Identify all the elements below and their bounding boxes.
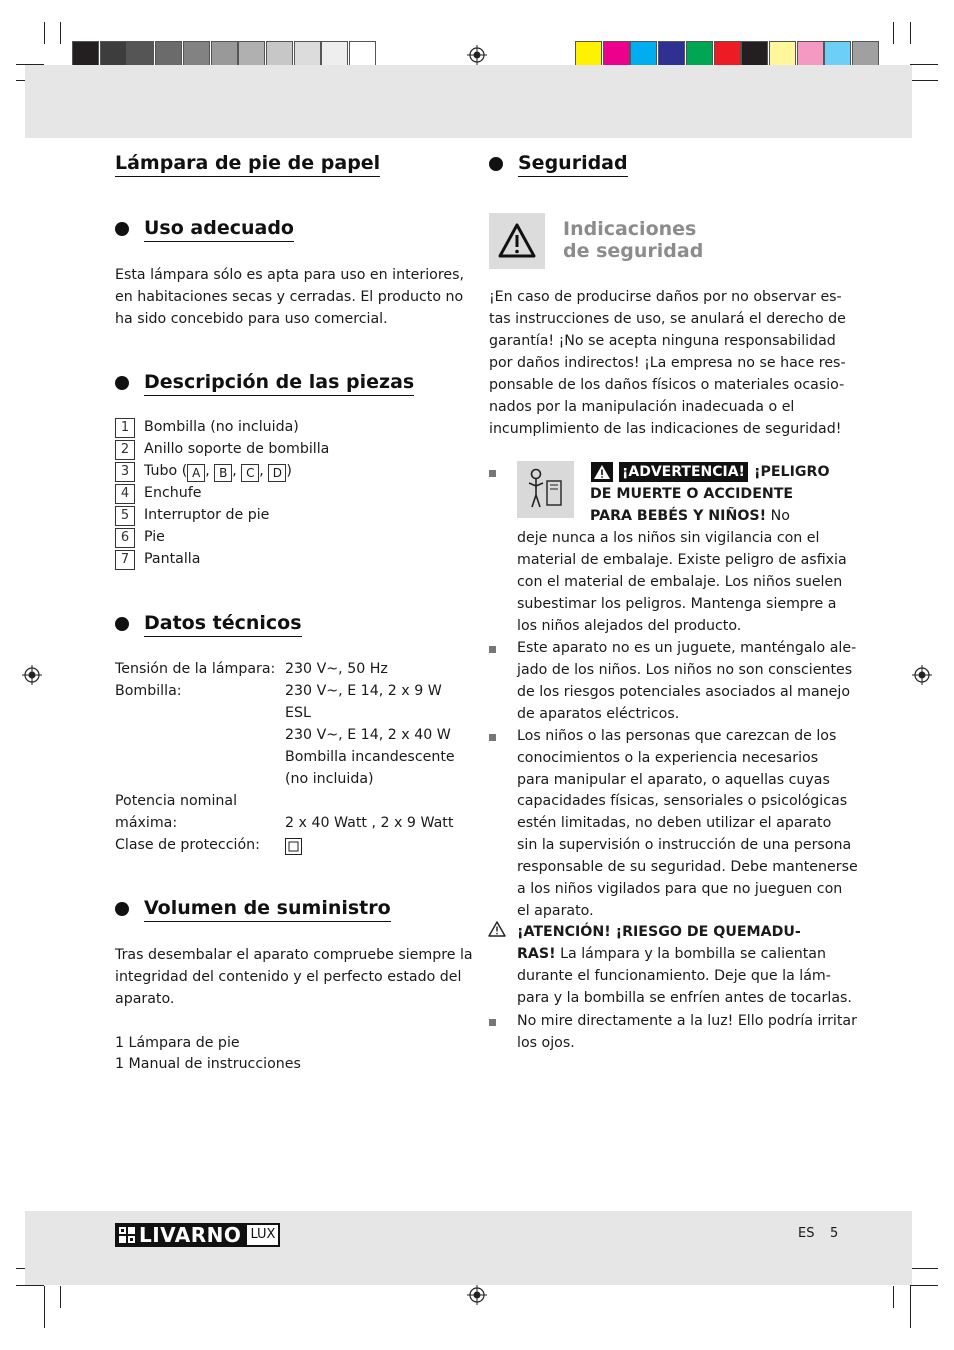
page-title: Lámpara de pie de papel	[115, 152, 380, 177]
warning-line: subestimar los peligros. Mantenga siempre a	[517, 596, 837, 612]
uso-line: en habitaciones secas y cerradas. El producto no	[115, 289, 464, 305]
part-letter-box: D	[268, 464, 286, 482]
crop-mark	[44, 22, 45, 44]
advertencia-badge: ¡ADVERTENCIA!	[619, 462, 748, 482]
crop-mark	[910, 80, 938, 81]
tech-label: Potencia nominal	[115, 793, 238, 809]
atencion-line: durante el funcionamiento. Deje que la lám-	[517, 968, 831, 984]
volumen-line: Tras desembalar el aparato compruebe siempre la	[115, 947, 473, 963]
bullet-line: el aparato.	[517, 903, 594, 919]
part-label: Pie	[144, 529, 165, 545]
bullet-line: conocimientos o la experiencia necesarios	[517, 750, 819, 766]
warning-heading: DE MUERTE O ACCIDENTE	[590, 486, 794, 502]
part-letter-box: C	[241, 464, 259, 482]
crop-mark	[910, 64, 938, 65]
tech-value: (no incluida)	[285, 771, 374, 787]
uso-line: ha sido concebido para uso comercial.	[115, 311, 388, 327]
part-label: Interruptor de pie	[144, 507, 270, 523]
warning-small-icon	[591, 462, 613, 482]
crop-mark	[893, 22, 894, 44]
part-number-box: 5	[115, 506, 135, 526]
warning-text: No	[766, 508, 790, 524]
header-band	[25, 65, 912, 138]
part-label-tubo	[144, 460, 292, 482]
part-letter-box: A	[187, 464, 205, 482]
part-label: Pantalla	[144, 551, 201, 567]
part-number-box: 4	[115, 484, 135, 504]
section-bullet-icon	[115, 376, 129, 390]
crop-mark	[60, 22, 61, 44]
brand-logo	[115, 1223, 280, 1247]
tech-value: 230 V~, E 14, 2 x 9 W	[285, 683, 442, 699]
section-bullet-icon	[115, 902, 129, 916]
part-number-box: 3	[115, 462, 135, 482]
intro-line: tas instrucciones de uso, se anulará el derecho de	[489, 311, 846, 327]
warning-triangle-icon	[489, 213, 545, 269]
separator: ,	[259, 463, 269, 479]
tech-label: Tensión de la lámpara:	[115, 661, 276, 677]
warning-line: material de embalaje. Existe peligro de asfixia	[517, 552, 847, 568]
brand-name: LIVARNO	[139, 1223, 242, 1247]
tech-value: ESL	[285, 705, 311, 721]
tech-value: 230 V~, E 14, 2 x 40 W	[285, 727, 451, 743]
section-bullet-icon	[115, 222, 129, 236]
registration-mark-icon	[912, 665, 932, 685]
tech-label: máxima:	[115, 815, 178, 831]
child-safety-icon	[517, 461, 574, 518]
tech-label: Bombilla:	[115, 683, 182, 699]
crop-mark	[893, 1286, 894, 1308]
bullet-line: Este aparato no es un juguete, manténgalo ale-	[517, 640, 857, 656]
warning-box	[489, 213, 545, 269]
atencion-line: para y la bombilla se enfríen antes de tocarlas.	[517, 990, 852, 1006]
atencion-heading: RAS!	[517, 946, 556, 962]
volumen-line: integridad del contenido y el perfecto estado del	[115, 969, 462, 985]
heading-datos-tecnicos: Datos técnicos	[144, 612, 302, 637]
volumen-item: 1 Lámpara de pie	[115, 1035, 240, 1051]
separator: ,	[205, 463, 215, 479]
livarno-mark-icon	[118, 1226, 136, 1244]
warning-line: con el material de embalaje. Los niños suelen	[517, 574, 843, 590]
crop-mark	[60, 1286, 61, 1308]
warning-heading: PARA BEBÉS Y NIÑOS!	[590, 508, 767, 524]
part-number-box: 6	[115, 528, 135, 548]
registration-mark-icon	[467, 45, 487, 65]
crop-mark	[910, 1286, 911, 1328]
uso-line: Esta lámpara sólo es apta para uso en interiores,	[115, 267, 464, 283]
separator: ,	[232, 463, 242, 479]
warning-heading-line	[590, 505, 790, 527]
bullet-line: a los niños vigilados para que no jueguen con	[517, 881, 843, 897]
warning-heading: ¡PELIGRO	[754, 464, 830, 480]
bullet-line: Los niños o las personas que carezcan de los	[517, 728, 837, 744]
registration-mark-icon	[22, 665, 42, 685]
list-bullet-icon	[489, 646, 496, 653]
registration-mark-icon	[467, 1285, 487, 1305]
heading-descripcion-piezas: Descripción de las piezas	[144, 371, 414, 396]
part-number-box: 1	[115, 418, 135, 438]
bullet-line: capacidades físicas, sensoriales o psicológicas	[517, 793, 848, 809]
bullet-line: responsable de su seguridad. Debe mantenerse	[517, 859, 858, 875]
intro-line: ponsable de los daños físicos o materiales ocasio-	[489, 377, 845, 393]
crop-mark	[910, 1285, 938, 1286]
footer-lang: ES	[798, 1226, 815, 1241]
atencion-line	[517, 943, 826, 965]
tech-value: 230 V~, 50 Hz	[285, 661, 388, 677]
crop-mark	[44, 1286, 45, 1328]
warning-line: los niños alejados del producto.	[517, 618, 742, 634]
crop-mark	[910, 1268, 938, 1269]
bullet-line: de los riesgos potenciales asociados al manejo	[517, 684, 851, 700]
part-letter-box: B	[214, 464, 232, 482]
volumen-line: aparato.	[115, 991, 175, 1007]
atencion-heading: ¡ATENCIÓN! ¡RIESGO DE QUEMADU-	[517, 924, 801, 940]
heading-seguridad: Seguridad	[518, 152, 628, 177]
section-bullet-icon	[489, 157, 503, 171]
part-label: Bombilla (no incluida)	[144, 419, 299, 435]
warning-outline-icon	[488, 921, 506, 937]
intro-line: garantía! ¡No se acepta ninguna responsabilidad	[489, 333, 836, 349]
bullet-line: estén limitadas, no deben utilizar el aparato	[517, 815, 832, 831]
tech-value: 2 x 40 Watt , 2 x 9 Watt	[285, 815, 454, 831]
bullet-line: para manipular el aparato, o aquellas cuyas	[517, 772, 830, 788]
heading-uso-adecuado: Uso adecuado	[144, 217, 294, 242]
list-bullet-icon	[489, 470, 496, 477]
intro-line: ¡En caso de producirse daños por no observar es-	[489, 289, 842, 305]
bullet-line: No mire directamente a la luz! Ello podría irritar	[517, 1013, 857, 1029]
bullet-line: jado de los niños. Los niños no son conscientes	[517, 662, 853, 678]
part-label: Enchufe	[144, 485, 202, 501]
indicaciones-heading-line2: de seguridad	[563, 240, 704, 262]
intro-line: incumplimiento de las indicaciones de seguridad!	[489, 421, 842, 437]
tubo-label: Tubo (	[144, 463, 188, 479]
intro-line: por daños indirectos! ¡La empresa no se hace res-	[489, 355, 846, 371]
intro-line: nados por la manipulación inadecuada o el	[489, 399, 795, 415]
list-bullet-icon	[489, 1019, 496, 1026]
bullet-line: los ojos.	[517, 1035, 575, 1051]
bullet-line: de aparatos eléctricos.	[517, 706, 680, 722]
tech-value: Bombilla incandescente	[285, 749, 455, 765]
indicaciones-heading-line1: Indicaciones	[563, 218, 697, 240]
part-number-box: 2	[115, 440, 135, 460]
bullet-line: sin la supervisión o instrucción de una persona	[517, 837, 852, 853]
tech-label: Clase de protección:	[115, 837, 260, 853]
warning-line: deje nunca a los niños sin vigilancia con el	[517, 530, 820, 546]
page-number: 5	[830, 1226, 839, 1241]
crop-mark	[910, 22, 911, 44]
volumen-item: 1 Manual de instrucciones	[115, 1056, 301, 1072]
brand-sub: LUX	[245, 1223, 280, 1247]
part-label: Anillo soporte de bombilla	[144, 441, 330, 457]
heading-volumen-suministro: Volumen de suministro	[144, 897, 391, 922]
crop-mark	[16, 1285, 44, 1286]
list-bullet-icon	[489, 734, 496, 741]
section-bullet-icon	[115, 617, 129, 631]
part-number-box: 7	[115, 550, 135, 570]
close-paren: )	[286, 463, 292, 479]
atencion-text: La lámpara y la bombilla se calientan	[555, 946, 826, 962]
protection-class-ii-icon	[285, 838, 302, 855]
